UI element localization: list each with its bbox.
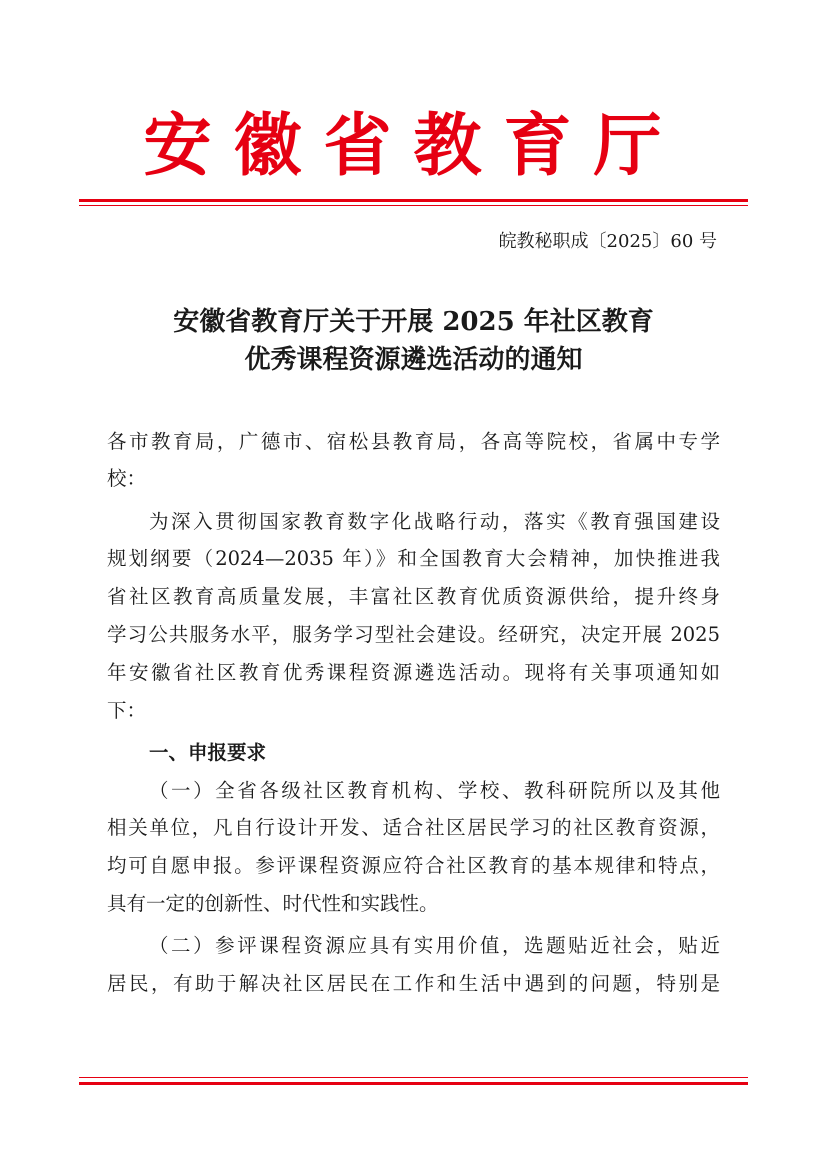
issuer-masthead: 安徽省教育厅 [143, 106, 684, 186]
item-2-line-1: （二）参评课程资源应具有实用价值，选题贴近社会，贴近 [149, 934, 720, 957]
addressee-line-1: 各市教育局，广德市、宿松县教育局，各高等院校，省属中专学 [107, 430, 720, 453]
item-1-line-3: 均可自愿申报。参评课程资源应符合社区教育的基本规律和特点， [107, 854, 720, 877]
item-1-line-1: （一）全省各级社区教育机构、学校、教科研院所以及其他 [149, 779, 720, 802]
section-heading-1: 一、申报要求 [149, 741, 267, 764]
footer-rule-thin [79, 1077, 748, 1078]
addressee-line-2: 校： [107, 467, 147, 490]
paragraph-1-line-5: 年安徽省社区教育优秀课程资源遴选活动。现将有关事项通知如 [107, 661, 720, 684]
paragraph-1-line-3: 省社区教育高质量发展，丰富社区教育优质资源供给，提升终身 [107, 585, 720, 608]
paragraph-1-line-6: 下： [107, 699, 147, 722]
item-2-line-2: 居民，有助于解决社区居民在工作和生活中遇到的问题，特别是 [107, 972, 720, 995]
title-line-2: 优秀课程资源遴选活动的通知 [244, 345, 583, 375]
document-number: 皖教秘职成〔2025〕60 号 [498, 231, 717, 252]
item-1-line-2: 相关单位，凡自行设计开发、适合社区居民学习的社区教育资源， [107, 816, 720, 839]
title-line-1: 安徽省教育厅关于开展 2025 年社区教育 [173, 307, 654, 337]
item-1-line-4: 具有一定的创新性、时代性和实践性。 [107, 892, 439, 915]
paragraph-1-line-2: 规划纲要（2024—2035 年）》和全国教育大会精神，加快推进我 [107, 547, 720, 570]
header-rule-thick [79, 199, 748, 202]
header-rule-thin [79, 205, 748, 206]
footer-rule-thick [79, 1082, 748, 1085]
paragraph-1-line-4: 学习公共服务水平，服务学习型社会建设。经研究，决定开展 2025 [107, 623, 720, 646]
paragraph-1-line-1: 为深入贯彻国家教育数字化战略行动，落实《教育强国建设 [149, 510, 720, 533]
